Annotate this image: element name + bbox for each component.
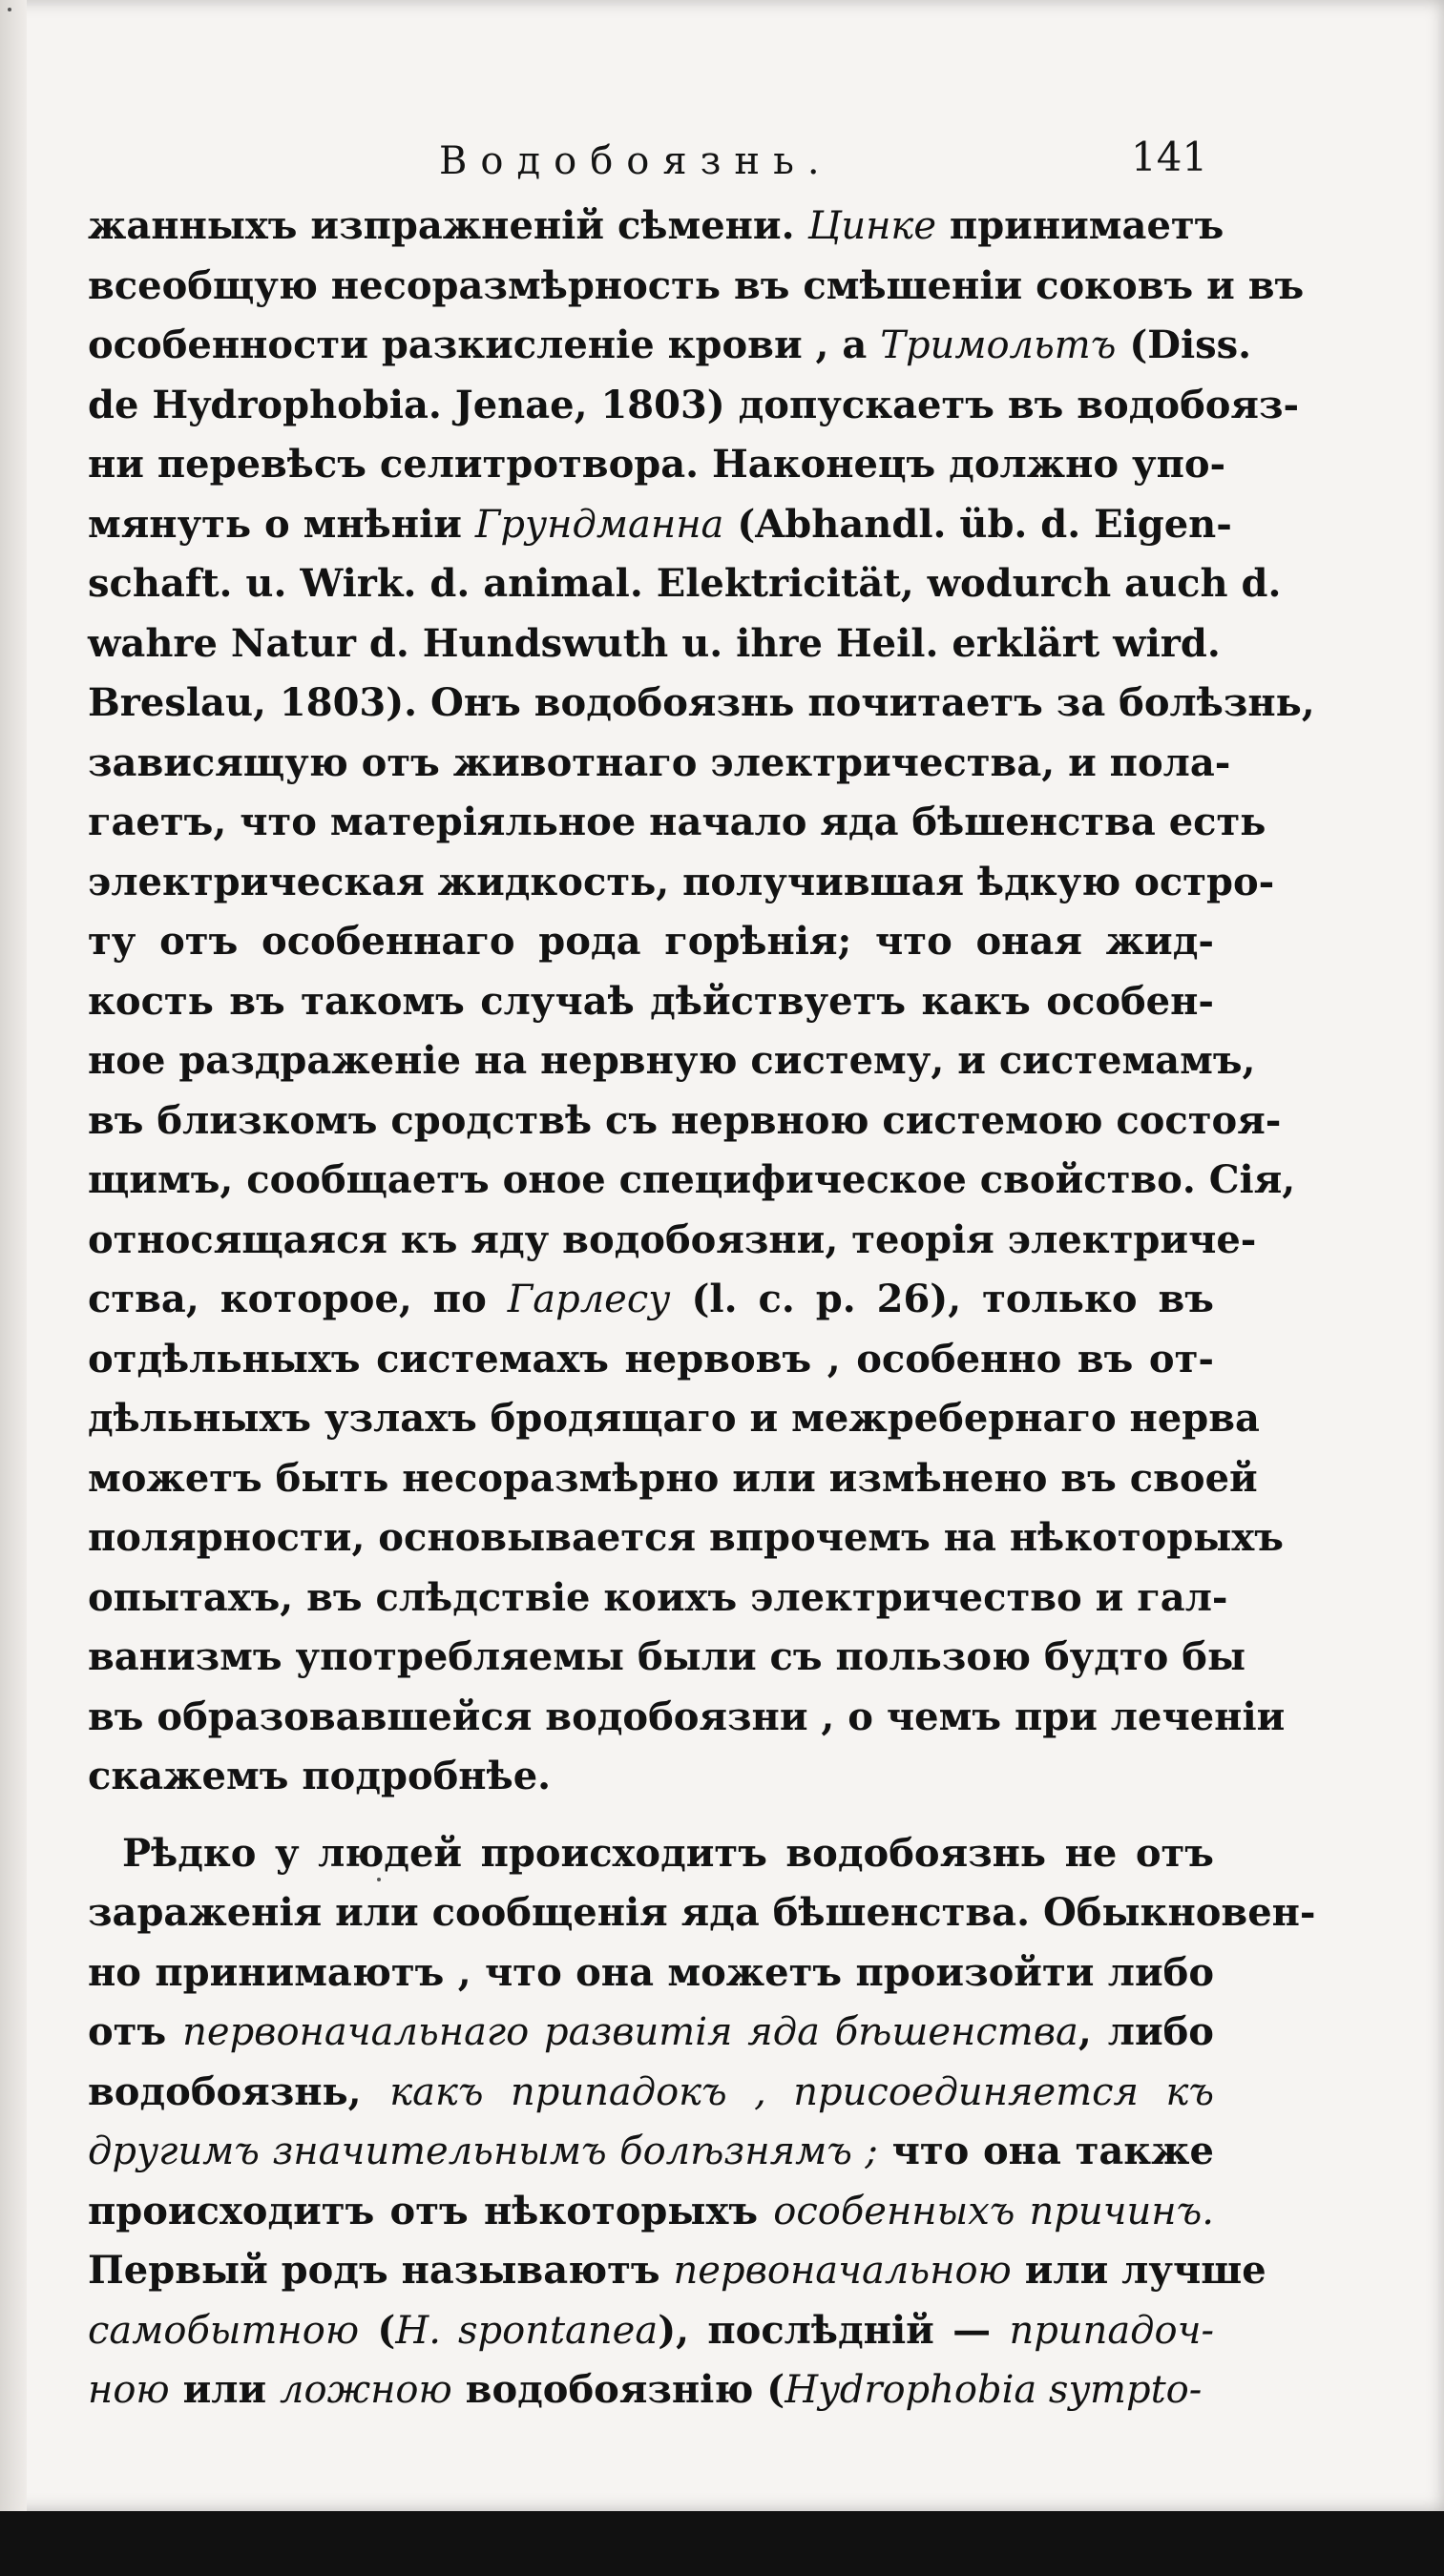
italic-text: особенныхъ причинъ. [773,2189,1215,2233]
text-run: , либо [1078,2009,1214,2054]
text-run: или [169,2367,281,2412]
text-line [88,1508,1284,1568]
text-line [88,1031,1256,1091]
text-line [88,1330,1214,1390]
scan-bottom-edge [0,2511,1444,2576]
text-line [88,674,1315,734]
text-line [88,853,1275,913]
page-gutter [0,0,27,2511]
text-run: ства, которое, по [88,1277,508,1321]
text-run: дѣльныхъ узлахъ бродящаго и межребернаго нерва [88,1396,1260,1441]
text-run: мянуть о мнѣніи [88,501,475,547]
italic-text: какъ припадокъ , присоединяется къ [389,2069,1215,2114]
text-run: зависящую отъ животнаго электричества, и пола- [88,739,1231,785]
text-run: что она также [877,2129,1214,2173]
italic-text: Тримольтъ [880,323,1117,367]
text-run: schaft. u. Wirk. d. animal. Elektricität, wodurch auch d. [88,561,1282,606]
text-run: гаетъ, что матеріяльное начало яда бѣшенства есть [88,800,1266,844]
text-run: ное раздраженіе на нервную систему, и системамъ, [88,1038,1256,1083]
italic-text: Цинке [807,204,936,248]
text-run: de Hydrophobia. Jenae, 1803) допускаетъ въ водобояз- [88,382,1300,427]
text-line [88,554,1282,614]
text-run: опытахъ, въ слѣдствіе коихъ электричество и гал- [88,1574,1228,1620]
text-line [88,2063,1214,2123]
text-run: можетъ быть несоразмѣрно или измѣнено въ своей [88,1455,1258,1501]
text-run: ванизмъ употребляемы были съ пользою будто бы [88,1634,1246,1679]
print-speck [377,1878,381,1881]
text-run: водобоязнію ( [451,2367,785,2412]
text-run: особенности разкисленіе крови , а [88,322,881,367]
text-line [88,495,1232,555]
text-run: (Diss. [1116,322,1252,367]
text-run: электрическая жидкость, получившая ѣдкую остро- [88,859,1275,904]
text-line [88,1824,1214,1884]
page-number: 141 [1131,134,1208,180]
text-run: ), послѣдній — [658,2307,1010,2353]
italic-text: Гарлесу [507,1278,671,1321]
italic-text: Hydrophobia sympto- [785,2368,1203,2412]
italic-text: Грундманна [474,502,724,547]
text-line [88,257,1305,317]
text-run: wahre Natur d. Hundswuth u. ihre Heil. erklärt wird. [88,620,1221,666]
text-line [88,2122,1214,2182]
text-run: ни перевѣсъ селитротвора. Наконецъ должно упо- [88,442,1226,487]
text-line [88,435,1226,495]
text-run: щимъ, сообщаетъ оное специфическое свойство. Сія, [88,1157,1296,1202]
text-line [88,1883,1316,1943]
paragraph-gap [88,1807,1214,1824]
text-line [88,1091,1282,1152]
text-line [88,376,1300,436]
text-run: но принимаютъ , что она можетъ произойти либо [88,1949,1214,1995]
text-run: водобоязнь, [88,2068,390,2114]
text-run: (l. c. p. 26), только въ [670,1277,1214,1321]
italic-text: другимъ значительнымъ болѣзнямъ ; [88,2129,878,2173]
text-run: зараженія или сообщенія яда бѣшенства. Обыкновен- [88,1890,1316,1935]
text-run: (Abhandl. üb. d. Eigen- [723,501,1232,547]
text-run: относящаяся къ яду водобоязни, теорія электриче- [88,1216,1257,1262]
text-line [88,2182,1214,2242]
text-line [88,1688,1286,1748]
text-line [88,1270,1214,1330]
italic-text: ложною [280,2368,452,2412]
running-head: Водобоязнь. [439,139,833,183]
italic-text: первоначальною [673,2249,1012,2293]
page-header [0,134,1444,191]
paragraph-2 [88,1824,1316,2420]
text-line [88,2003,1214,2063]
text-line [88,2241,1266,2301]
text-line [88,316,1252,376]
text-run: всеобщую несоразмѣрность въ смѣшеніи соковъ и въ [88,262,1305,308]
text-run: ( [359,2307,396,2353]
text-run: въ образовавшейся водобоязни , о чемъ при леченіи [88,1693,1286,1739]
text-line [88,1747,1214,1807]
text-run: полярности, основывается впрочемъ на нѣкоторыхъ [88,1515,1284,1560]
text-run: Рѣдко у людей происходитъ водобоязнь не отъ [122,1830,1214,1876]
text-line [88,793,1266,853]
text-line [88,614,1221,675]
text-run: ту отъ особеннаго рода горѣнія; что оная жид- [88,919,1214,964]
text-run: скажемъ подробнѣе. [88,1754,552,1798]
text-run: жанныхъ изпражненій сѣмени. [88,203,808,248]
text-line [88,2360,1214,2420]
italic-text: H. spontanea [395,2308,659,2353]
paragraph-1 [88,197,1315,1807]
text-run: происходитъ отъ нѣкоторыхъ [88,2188,774,2233]
text-line [88,1151,1296,1211]
italic-text: первоначальнаго развитія яда бѣшенства [182,2010,1078,2054]
text-run: принимаетъ [936,203,1224,248]
print-speck [8,8,11,11]
text-line [88,1628,1246,1688]
text-line [88,1211,1257,1271]
text-run: Breslau, 1803). Онъ водобоязнь почитаетъ за болѣзнь, [88,680,1315,725]
text-run: отъ [88,2009,183,2054]
italic-text: самобытною [88,2308,360,2353]
italic-text: ною [88,2368,170,2412]
text-line [88,1449,1258,1509]
text-run: отдѣльныхъ системахъ нервовъ , особенно въ от- [88,1336,1214,1381]
text-line [88,1568,1228,1629]
text-line [88,2301,1214,2361]
text-run: или лучше [1011,2248,1266,2293]
text-line [88,197,1224,257]
text-line [88,912,1214,972]
text-run: кость въ такомъ случаѣ дѣйствуетъ какъ особен- [88,978,1214,1024]
text-run: Первый родъ называютъ [88,2248,674,2293]
page-body [88,197,1316,2420]
italic-text: припадоч- [1009,2308,1215,2353]
text-line [88,1943,1214,2004]
text-line [88,1389,1260,1449]
text-line [88,734,1231,794]
text-run: въ близкомъ сродствѣ съ нервною системою состоя- [88,1097,1282,1143]
text-line [88,972,1214,1032]
